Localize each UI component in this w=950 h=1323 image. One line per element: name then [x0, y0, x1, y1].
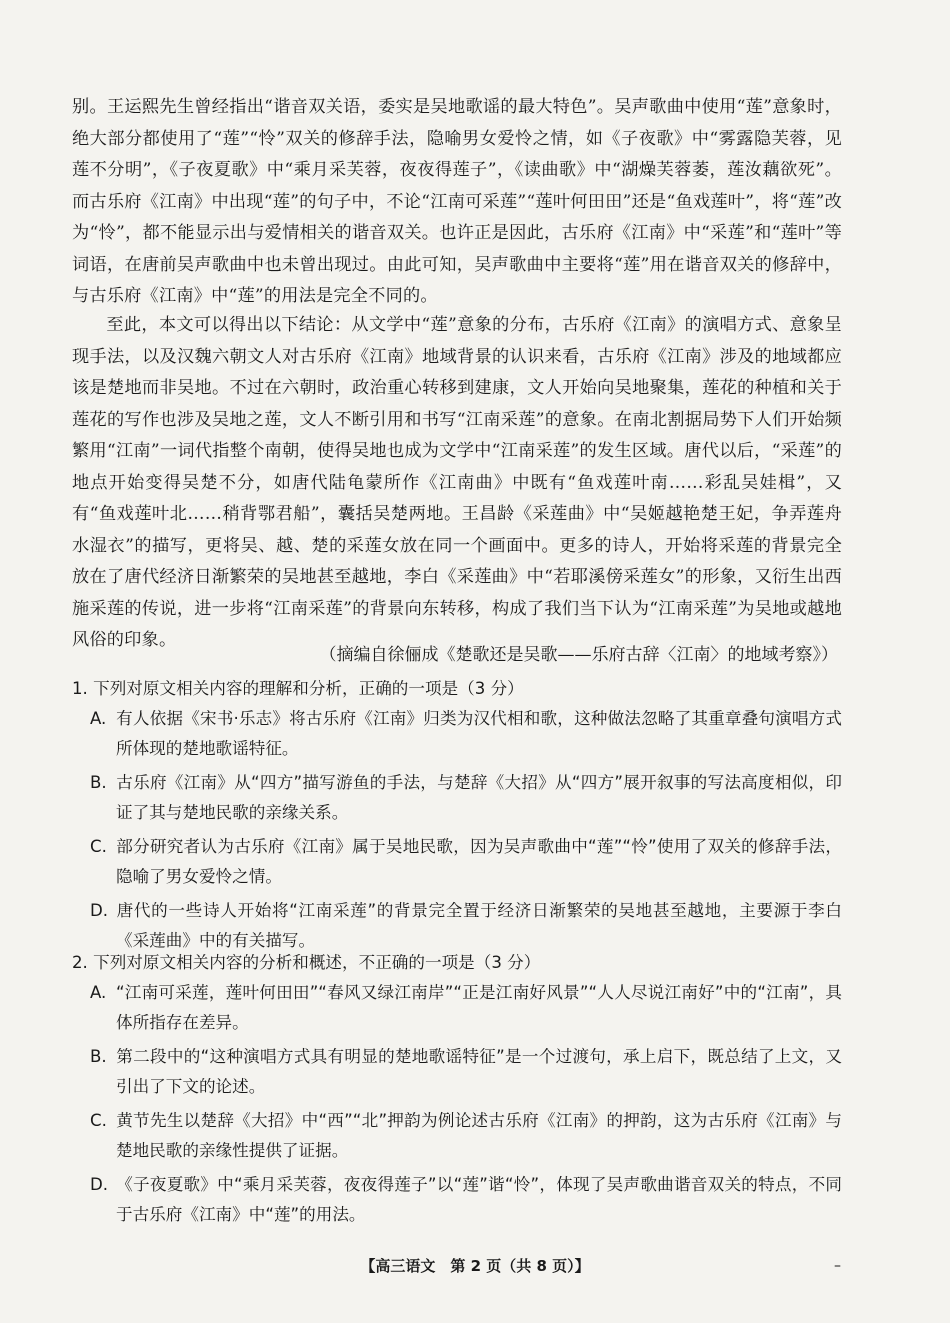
- option-text: 部分研究者认为古乐府《江南》属于吴地民歌，因为吴声歌曲中“莲”“怜”使用了双关的修辞手法，隐喻了男女爱怜之情。: [116, 837, 842, 886]
- option-b: [90, 768, 842, 828]
- question-stem: 2. 下列对原文相关内容的分析和概述，不正确的一项是（3 分）: [72, 953, 541, 972]
- option-c: [90, 1106, 842, 1166]
- option-a: [90, 978, 842, 1038]
- option-letter: B.: [90, 773, 107, 792]
- question-stem: 1. 下列对原文相关内容的理解和分析，正确的一项是（3 分）: [72, 679, 524, 698]
- passage-paragraph-2: 至此，本文可以得出以下结论：从文学中“莲”意象的分布，古乐府《江南》的演唱方式、意象呈现手法，以及汉魏六朝文人对古乐府《江南》地域背景的认识来看，古乐府《江南》涉及的地域都应该是楚地而非吴地。不过在六朝时，政治重心转移到建康，文人开始向吴地聚集，莲花的种植和关于莲花的写作也涉及吴地之莲，文人不断引用和书写“江南采莲”的意象。在南北割据局势下人们开始频繁用“江南”一词代指整个南朝，使得吴地也成为文学中“江南采莲”的发生区域。唐代以后，“采莲”的地点开始变得吴楚不分，如唐代陆龟蒙所作《江南曲》中既有“鱼戏莲叶南……彩乱吴娃楫”，又有“鱼戏莲叶北……稍背鄂君船”，囊括吴楚两地。王昌龄《采莲曲》中“吴姬越艳楚王妃，争弄莲舟水湿衣”的描写，更将吴、越、楚的采莲女放在同一个画面中。更多的诗人，开始将采莲的背景完全放在了唐代经济日渐繁荣的吴地甚至越地，李白《采莲曲》中“若耶溪傍采莲女”的形象，又衍生出西施采莲的传说，进一步将“江南采莲”的背景向东转移，构成了我们当下认为“江南采莲”为吴地或越地风俗的印象。: [72, 315, 842, 650]
- option-text: 黄节先生以楚辞《大招》中“西”“北”押韵为例论述古乐府《江南》的押韵，这为古乐府《江南》与楚地民歌的亲缘性提供了证据。: [116, 1111, 842, 1160]
- option-text: “江南可采莲，莲叶何田田”“春风又绿江南岸”“正是江南好风景”“人人尽说江南好”中的“江南”，具体所指存在差异。: [116, 983, 842, 1032]
- option-a: [90, 704, 842, 764]
- option-text: 《子夜夏歌》中“乘月采芙蓉，夜夜得莲子”以“莲”谐“怜”，体现了吴声歌曲谐音双关的特点，不同于古乐府《江南》中“莲”的用法。: [116, 1175, 842, 1224]
- option-b: [90, 1042, 842, 1102]
- option-letter: B.: [90, 1047, 107, 1066]
- question-2: [72, 948, 842, 1234]
- option-letter: D.: [90, 1175, 109, 1194]
- option-d: [90, 896, 842, 956]
- option-letter: C.: [90, 1111, 107, 1130]
- passage-paragraph-1: 别。王运熙先生曾经指出“谐音双关语，委实是吴地歌谣的最大特色”。吴声歌曲中使用“莲”意象时，绝大部分都使用了“莲”“怜”双关的修辞手法，隐喻男女爱怜之情，如《子夜歌》中“雾露隐芙蓉，见莲不分明”，《子夜夏歌》中“乘月采芙蓉，夜夜得莲子”，《读曲歌》中“湖燥芙蓉萎，莲汝藕欲死”。而古乐府《江南》中出现“莲”的句子中，不论“江南可采莲”“莲叶何田田”还是“鱼戏莲叶”，将“莲”改为“怜”，都不能显示出与爱情相关的谐音双关。也许正是因此，古乐府《江南》中“采莲”和“莲叶”等词语，在唐前吴声歌曲中也未曾出现过。由此可知，吴声歌曲中主要将“莲”用在谐音双关的修辞中，与古乐府《江南》中“莲”的用法是完全不同的。: [72, 97, 842, 306]
- option-text: 古乐府《江南》从“四方”描写游鱼的手法，与楚辞《大招》从“四方”展开叙事的写法高度相似，印证了其与楚地民歌的亲缘关系。: [116, 773, 842, 822]
- passage-citation: （摘编自徐俪成《楚歌还是吴歌——乐府古辞〈江南〉的地域考察》）: [319, 645, 838, 665]
- option-text: 唐代的一些诗人开始将“江南采莲”的背景完全置于经济日渐繁荣的吴地甚至越地，主要源于李白《采莲曲》中的有关描写。: [116, 901, 842, 950]
- option-letter: D.: [90, 901, 109, 920]
- option-d: [90, 1170, 842, 1230]
- option-letter: A.: [90, 983, 107, 1002]
- option-text: 第二段中的“这种演唱方式具有明显的楚地歌谣特征”是一个过渡句，承上启下，既总结了上文，又引出了下文的论述。: [116, 1047, 842, 1096]
- option-c: [90, 832, 842, 892]
- option-text: 有人依据《宋书·乐志》将古乐府《江南》归类为汉代相和歌，这种做法忽略了其重章叠句演唱方式所体现的楚地歌谣特征。: [116, 709, 842, 758]
- option-letter: C.: [90, 837, 107, 856]
- option-letter: A.: [90, 709, 107, 728]
- corner-mark: –: [834, 1258, 841, 1274]
- page-footer: 【高三语文 第 2 页（共 8 页）】: [360, 1257, 590, 1275]
- question-1: [72, 674, 842, 960]
